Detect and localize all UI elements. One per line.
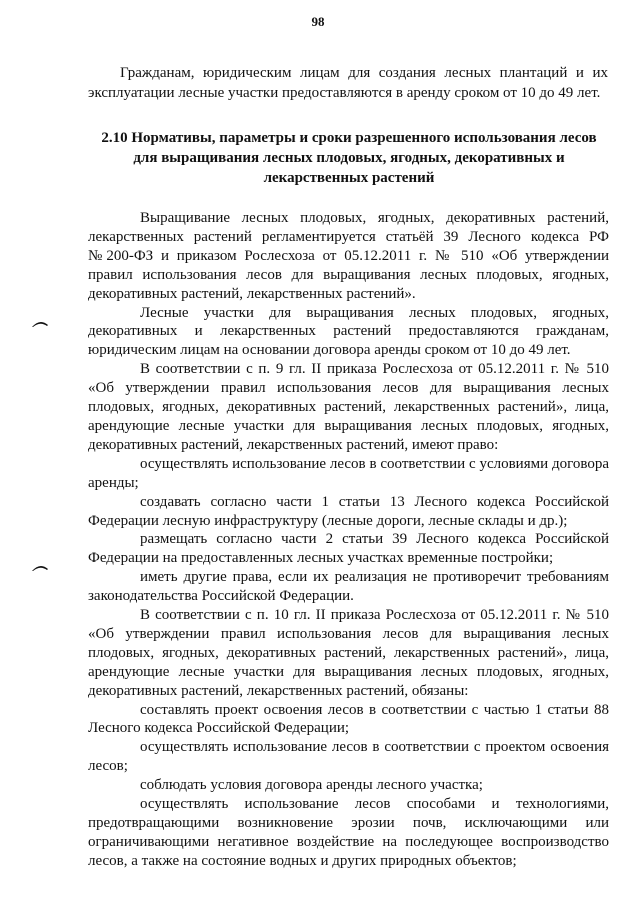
paragraph: размещать согласно части 2 статьи 39 Лесного кодекса Российской Федерации на предоставленных лесных участках временные постройки;	[88, 531, 609, 567]
paragraph: осуществлять использование лесов способами и технологиями, предотвращающими возникновение эрозии почв, исключающими или ограничивающими негативное воздействие на последующее воспроизводство лесов, а также на состояние водных и других природных объектов;	[88, 796, 609, 869]
body-text	[88, 209, 609, 871]
intro-paragraph: Гражданам, юридическим лицам для создания лесных плантаций и их эксплуатации лесные участки предоставляются в аренду сроком от 10 до 49 лет.	[88, 65, 608, 101]
paragraph: Лесные участки для выращивания лесных плодовых, ягодных, декоративных и лекарственных растений предоставляются гражданам, юридическим лицам на основании договора аренды сроком от 10 до 49 лет.	[88, 304, 609, 359]
paragraph: иметь другие права, если их реализация не противоречит требованиям законодательства Российской Федерации.	[88, 569, 609, 605]
paragraph: соблюдать условия договора аренды лесного участка;	[140, 777, 483, 794]
paragraph: осуществлять использование лесов в соответствии с условиями договора аренды;	[88, 455, 609, 491]
paragraph: В соответствии с п. 10 гл. II приказа Рослесхоза от 05.12.2011 г. № 510 «Об утверждении правил использования лесов для выращивания лесных плодовых, ягодных, декоративных растений, лекарственных растений», лица, арендующие лесные участки для выращивания лесных плодовых, ягодных, декоративных растений, лекарственных растений, обязаны:	[88, 607, 609, 699]
binding-hole-mark	[31, 562, 49, 572]
page-number: 98	[311, 14, 325, 29]
paragraph: составлять проект освоения лесов в соответствии с частью 1 статьи 88 Лесного кодекса Российской Федерации;	[88, 701, 609, 737]
paragraph: В соответствии с п. 9 гл. II приказа Рослесхоза от 05.12.2011 г. № 510 «Об утверждении правил использования лесов для выращивания лесных плодовых, ягодных, декоративных растений, лекарственных растений», лица, арендующие лесные участки для выращивания лесных плодовых, ягодных, декоративных растений, лекарственных растений, имеют право:	[88, 361, 609, 453]
section-heading: 2.10 Нормативы, параметры и сроки разрешенного использования лесов для выращивания лесных плодовых, ягодных, декоративных и лекарственных растений	[101, 130, 597, 186]
paragraph: осуществлять использование лесов в соответствии с проектом освоения лесов;	[88, 739, 609, 775]
paragraph: Выращивание лесных плодовых, ягодных, декоративных растений, лекарственных растений регламентируется статьёй 39 Лесного кодекса РФ №200-ФЗ и приказом Рослесхоза от 05.12.2011 г. № 510 «Об утверждении правил использования лесов для выращивания лесных плодовых, ягодных, декоративных растений, лекарственных растений».	[88, 210, 609, 302]
paragraph: создавать согласно части 1 статьи 13 Лесного кодекса Российской Федерации лесную инфраструктуру (лесные дороги, лесные склады и др.);	[88, 493, 609, 529]
binding-hole-mark	[31, 318, 49, 328]
